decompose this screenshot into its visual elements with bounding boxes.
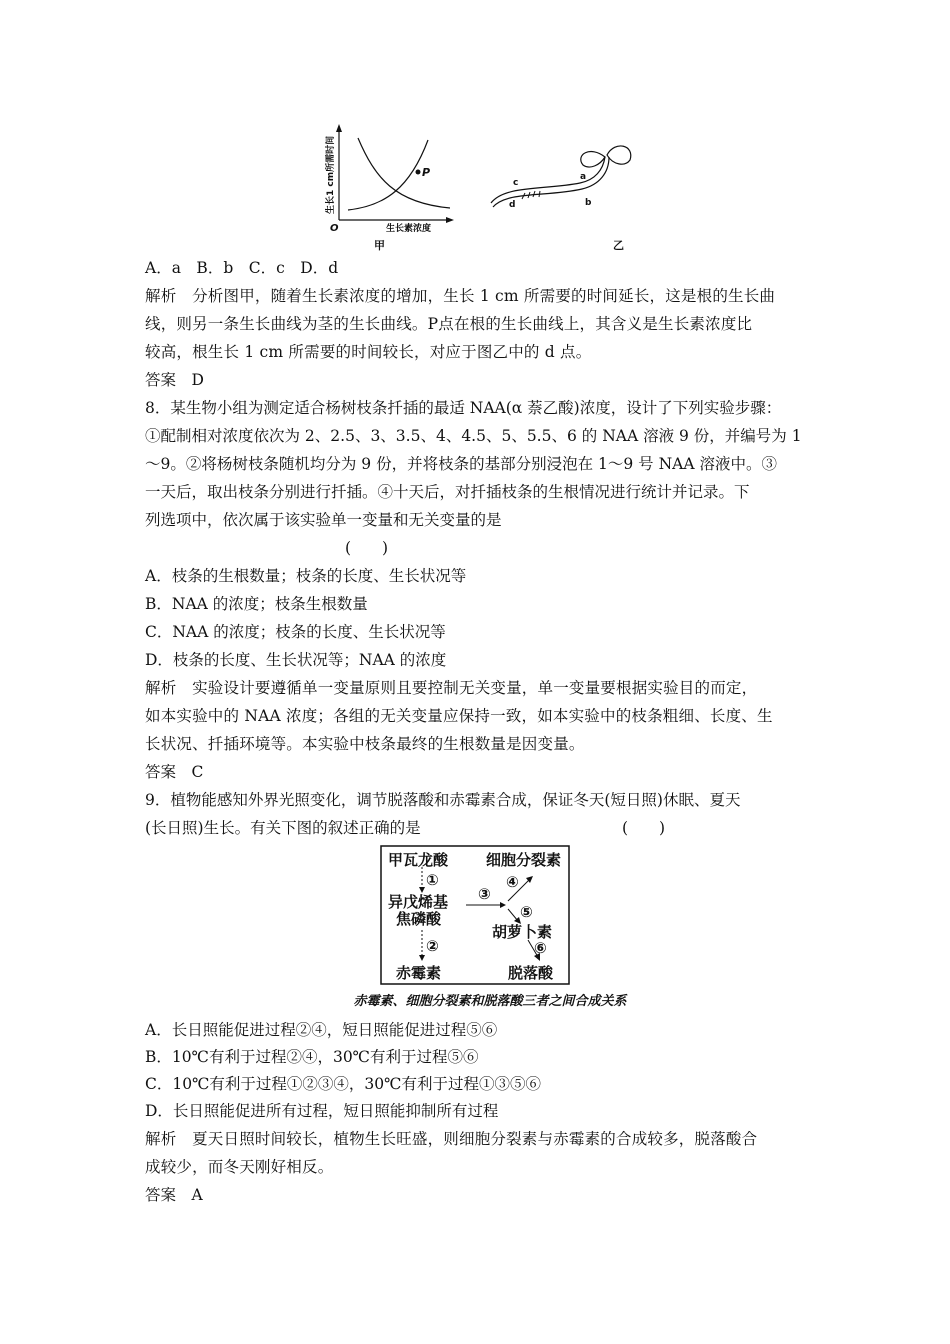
step-4-label: ④	[506, 873, 519, 891]
q8-analysis-line: 解析 实验设计要遵循单一变量原则且要控制无关变量，单一变量要根据实验目的而定，	[145, 679, 758, 697]
y-axis-label: 生长1 cm所需时间	[326, 135, 336, 214]
q8-answer-bracket: ( )	[345, 539, 389, 557]
step-5-label: ⑤	[520, 903, 533, 921]
q8-stem-line: 列选项中，依次属于该实验单一变量和无关变量的是	[145, 511, 502, 529]
q8-stem-line: 8．某生物小组为测定适合杨树枝条扦插的最适 NAA(α 萘乙酸)浓度，设计了下列实验步骤：	[145, 399, 782, 417]
plant-label-a: a	[580, 172, 587, 182]
q8-option-c: C．NAA 的浓度；枝条的长度、生长状况等	[145, 623, 446, 641]
point-p-label: P	[422, 166, 431, 179]
q8-stem-line: ～9。②将杨树枝条随机均分为 9 份，并将枝条的基部分别浸泡在 1～9 号 NAA 溶液中。③	[145, 455, 777, 473]
node-cytokinin: 细胞分裂素	[486, 851, 562, 869]
node-ipp-line2: 焦磷酸	[396, 910, 442, 928]
plant-svg	[485, 135, 645, 255]
leaf-left	[581, 152, 605, 167]
q8-answer: 答案 C	[145, 763, 204, 781]
figure-jia-label: 甲	[374, 239, 385, 252]
arrow-2-head	[419, 955, 425, 961]
q8-option-d: D．枝条的长度、生长状况等；NAA 的浓度	[145, 651, 447, 669]
q7-options: A．a B．b C．c D．d	[145, 259, 339, 277]
figure-yi-label: 乙	[613, 239, 624, 252]
origin-label: O	[330, 223, 339, 234]
node-gibberellin: 赤霉素	[396, 964, 442, 982]
stem-curve	[358, 138, 450, 208]
q9-stem-line: (长日照)生长。有关下图的叙述正确的是	[145, 819, 421, 837]
figure-yi-plant	[485, 135, 645, 255]
q9-stem-line: 9．植物能感知外界光照变化，调节脱落酸和赤霉素合成，保证冬天(短日照)休眠、夏天	[145, 791, 741, 809]
q8-option-b: B．NAA 的浓度；枝条生根数量	[145, 595, 368, 613]
point-p	[416, 170, 421, 175]
step-3-label: ③	[478, 885, 491, 903]
q9-analysis-line: 成较少，而冬天刚好相反。	[145, 1158, 334, 1176]
q9-option-d: D．长日照能促进所有过程，短日照能抑制所有过程	[145, 1102, 499, 1120]
diagram-caption: 赤霉素、细胞分裂素和脱落酸三者之间合成关系	[353, 994, 627, 1009]
node-ipp-line1: 异戊烯基	[388, 893, 449, 911]
q7-analysis-line: 较高，根生长 1 cm 所需要的时间较长，对应于图乙中的 d 点。	[145, 343, 592, 361]
q8-analysis-line: 如本实验中的 NAA 浓度；各组的无关变量应保持一致，如本实验中的枝条粗细、长度、生	[145, 707, 773, 725]
node-abscisic-acid: 脱落酸	[508, 964, 554, 982]
figure-jia-graph	[300, 118, 460, 253]
q9-option-c: C．10℃有利于过程①②③④，30℃有利于过程①③⑤⑥	[145, 1075, 541, 1093]
q9-option-b: B．10℃有利于过程②④，30℃有利于过程⑤⑥	[145, 1048, 479, 1066]
q8-stem-line: ①配制相对浓度依次为 2、2.5、3、3.5、4、4.5、5、5.5、6 的 NAA 溶液 9 份，并编号为 1	[145, 427, 802, 445]
q8-analysis-line: 长状况、扦插环境等。本实验中枝条最终的生根数量是因变量。	[145, 735, 585, 753]
q8-option-a: A．枝条的生根数量；枝条的长度、生长状况等	[145, 567, 467, 585]
q7-analysis-line: 线，则另一条生长曲线为茎的生长曲线。P点在根的生长曲线上，其含义是生长素浓度比	[145, 315, 753, 333]
node-mevalonic-acid: 甲瓦龙酸	[388, 851, 449, 869]
y-axis-arrow	[336, 124, 342, 132]
synthesis-diagram	[380, 845, 570, 985]
arrow-3-head	[500, 902, 506, 908]
plant-label-b: b	[585, 198, 592, 208]
q9-analysis-line: 解析 夏天日照时间较长，植物生长旺盛，则细胞分裂素与赤霉素的合成较多，脱落酸合	[145, 1130, 758, 1148]
plant-label-d: d	[509, 200, 516, 210]
q9-answer-bracket: ( )	[622, 819, 666, 837]
q9-option-a: A．长日照能促进过程②④，短日照能促进过程⑤⑥	[145, 1021, 498, 1039]
leaf-right	[607, 146, 631, 164]
q9-answer: 答案 A	[145, 1186, 203, 1204]
q7-analysis-line: 解析 分析图甲，随着生长素浓度的增加，生长 1 cm 所需要的时间延长，这是根的生长曲	[145, 287, 776, 305]
x-axis-label: 生长素浓度	[386, 224, 432, 234]
growth-graph-svg	[300, 118, 460, 253]
q8-stem-line: 一天后，取出枝条分别进行扦插。④十天后，对扦插枝条的生根情况进行统计并记录。下	[145, 483, 750, 501]
step-1-label: ①	[426, 871, 439, 889]
plant-label-c: c	[513, 178, 519, 188]
root-curve	[348, 140, 431, 210]
plant-stem	[491, 157, 605, 203]
q7-answer: 答案 D	[145, 371, 204, 389]
step-6-label: ⑥	[534, 939, 547, 957]
node-carotene: 胡萝卜素	[492, 923, 553, 941]
x-axis-arrow	[446, 217, 454, 223]
step-2-label: ②	[426, 937, 439, 955]
